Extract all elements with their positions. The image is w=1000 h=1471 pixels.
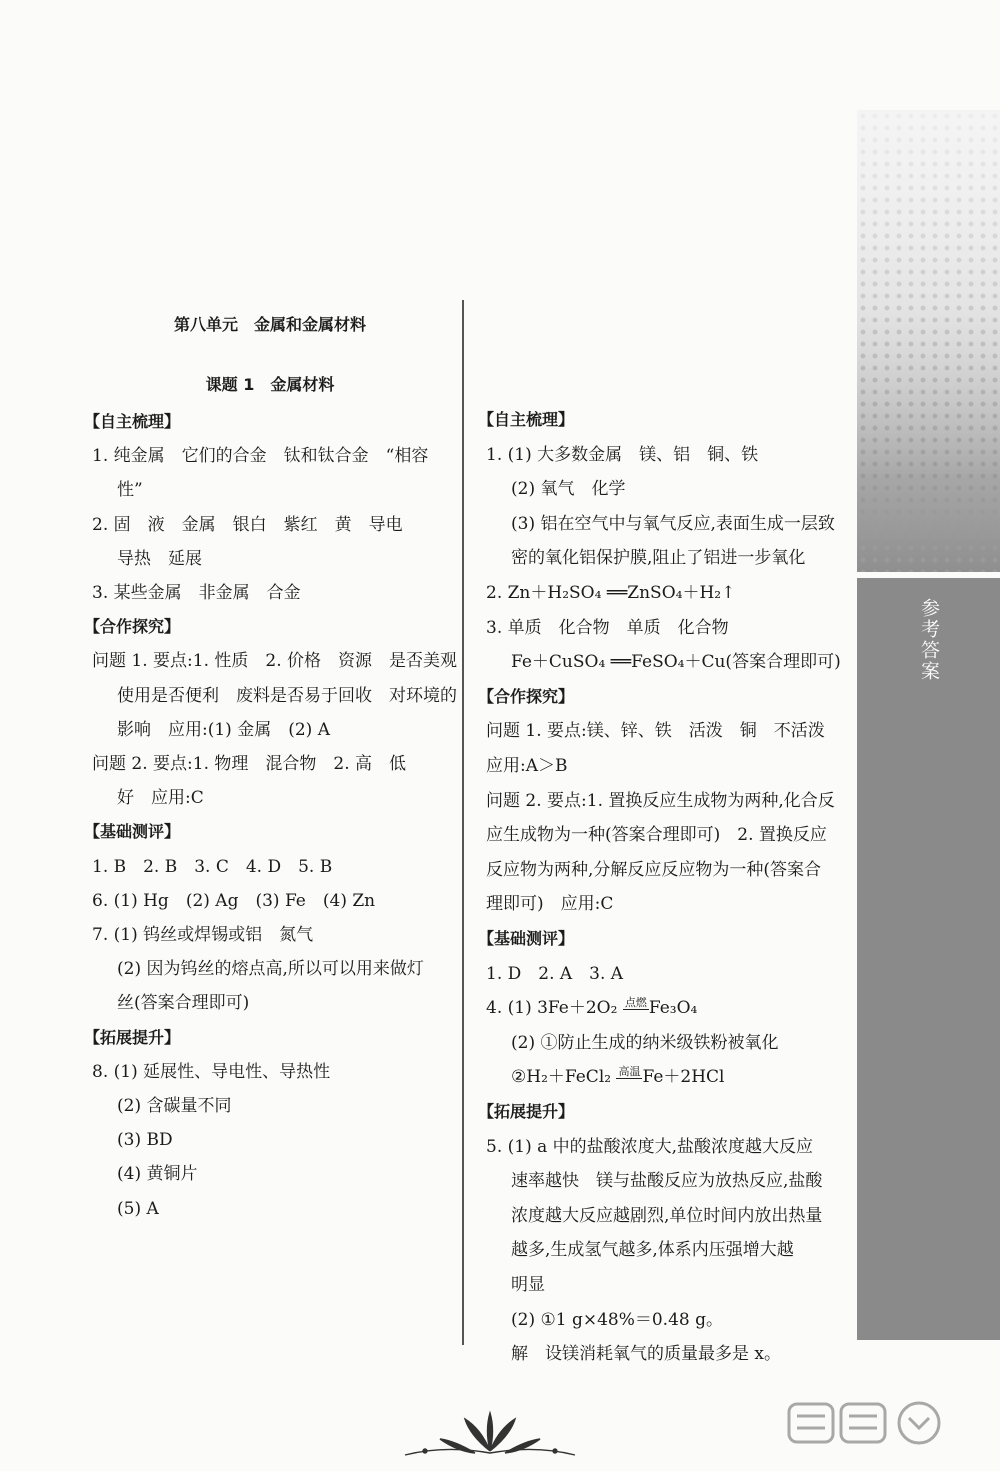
answer-line: 丝(答案合理即可)	[117, 993, 250, 1014]
answer-line: 1. 纯金属 它们的合金 钛和钛合金 “相容	[92, 446, 429, 467]
section-heading: 【基础测评】	[478, 929, 575, 948]
unit-heading: 第八单元 金属和金属材料	[173, 315, 366, 334]
section-tab-label: 参考答案	[918, 598, 940, 682]
answer-site-logo-icon	[783, 1398, 988, 1464]
pattern-fade	[857, 110, 1000, 572]
answer-line: 2. Zn＋H₂SO₄ ══ZnSO₄＋H₂↑	[486, 583, 736, 603]
answer-line: (2) ①1 g×48%＝0.48 g。	[511, 1309, 723, 1330]
section-heading: 【拓展提升】	[478, 1102, 575, 1121]
answer-line: 影响 应用:(1) 金属 (2) A	[117, 719, 330, 740]
answer-line: (3) 铝在空气中与氧气反应,表面生成一层致	[511, 513, 835, 534]
answer-line: 明显	[511, 1275, 545, 1295]
answer-line: 5. (1) a 中的盐酸浓度大,盐酸浓度越大反应	[486, 1136, 814, 1157]
answer-line: 1. B 2. B 3. C 4. D 5. B	[92, 856, 333, 877]
lesson-heading: 课题 1 金属材料	[205, 375, 335, 394]
section-heading: 【合作探究】	[84, 617, 181, 637]
section-heading: 【基础测评】	[84, 822, 181, 842]
answer-line: (3) BD	[117, 1130, 173, 1151]
answer-line: ②H₂＋FeCl₂ 高温 Fe＋2HCl	[511, 1065, 725, 1088]
answer-line: Fe＋CuSO₄ ══FeSO₄＋Cu(答案合理即可)	[511, 652, 841, 673]
answer-line: 6. (1) Hg (2) Ag (3) Fe (4) Zn	[92, 890, 376, 911]
answer-line: 反应物为两种,分解反应反应物为一种(答案合	[486, 859, 822, 880]
side-tab-bar	[857, 110, 1000, 1340]
answer-line: 3. 单质 化合物 单质 化合物	[486, 617, 729, 638]
answer-line: 导热 延展	[117, 548, 202, 569]
answer-line: 速率越快 镁与盐酸反应为放热反应,盐酸	[511, 1171, 823, 1192]
answer-line: 问题 2. 要点:1. 置换反应生成物为两种,化合反	[486, 790, 835, 811]
answer-line: 使用是否便利 废料是否易于回收 对环境的	[117, 685, 457, 706]
section-heading: 【自主梳理】	[478, 410, 575, 429]
column-divider	[462, 300, 464, 1345]
answer-line: 8. (1) 延展性、导电性、导热性	[92, 1061, 331, 1082]
answer-line: 7. (1) 钨丝或焊锡或铝 氮气	[92, 925, 314, 945]
answer-line: 应生成物为一种(答案合理即可) 2. 置换反应	[486, 825, 827, 846]
answer-line: (2) 氧气 化学	[511, 479, 626, 500]
section-heading: 【合作探究】	[478, 686, 575, 706]
reaction-condition: 高温	[618, 1065, 641, 1079]
answer-line: (5) A	[117, 1198, 159, 1219]
answer-line: 应用:A＞B	[486, 756, 568, 776]
answer-line: (2) 因为钨丝的熔点高,所以可以用来做灯	[117, 959, 424, 980]
answer-line: 4. (1) 3Fe＋2O₂ 点燃 Fe₃O₄	[486, 996, 698, 1019]
answer-line: 问题 2. 要点:1. 物理 混合物 2. 高 低	[92, 754, 407, 774]
answer-line: 好 应用:C	[117, 788, 204, 809]
answer-line: 浓度越大反应越剧烈,单位时间内放出热量	[511, 1205, 823, 1226]
answer-line: 理即可) 应用:C	[486, 894, 614, 915]
reaction-condition: 点燃	[624, 996, 647, 1010]
answer-line: 问题 1. 要点:1. 性质 2. 价格 资源 是否美观	[92, 651, 458, 672]
answer-line: 性”	[117, 480, 143, 501]
answer-line: 1. D 2. A 3. A	[486, 963, 624, 984]
section-heading: 【拓展提升】	[84, 1027, 181, 1047]
answer-line: 问题 1. 要点:镁、锌、铁 活泼 铜 不活泼	[486, 721, 825, 742]
leaf-ornament-icon	[395, 1405, 585, 1465]
answer-line: 2. 固 液 金属 银白 紫红 黄 导电	[92, 514, 403, 535]
answer-line: 密的氧化铝保护膜,阻止了铝进一步氧化	[511, 548, 806, 569]
answer-line: 1. (1) 大多数金属 镁、铝 铜、铁	[486, 444, 759, 465]
answer-line: (4) 黄铜片	[117, 1164, 198, 1185]
answer-line: 越多,生成氢气越多,体系内压强增大越	[511, 1240, 794, 1261]
section-tab[interactable]	[857, 578, 1000, 1340]
answer-line: 3. 某些金属 非金属 合金	[92, 583, 301, 603]
section-heading: 【自主梳理】	[84, 412, 181, 431]
answer-line: (2) 含碳量不同	[117, 1096, 232, 1116]
answer-line: 解 设镁消耗氧气的质量最多是 x。	[511, 1344, 781, 1365]
answer-line: (2) ①防止生成的纳米级铁粉被氧化	[511, 1032, 779, 1053]
